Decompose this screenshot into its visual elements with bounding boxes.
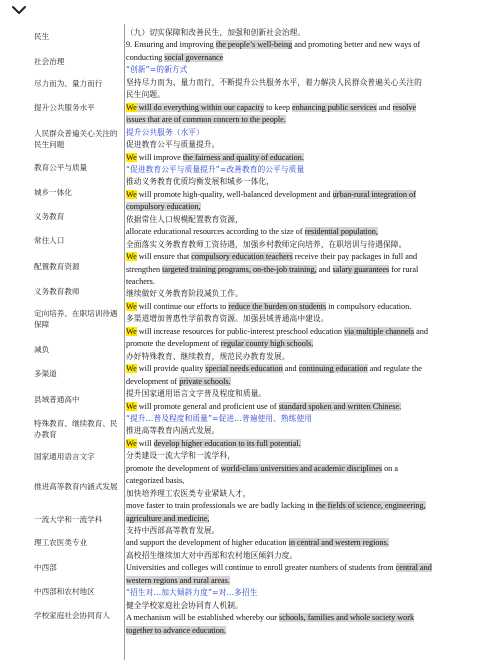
text-line bbox=[126, 301, 462, 312]
text-line bbox=[126, 226, 462, 237]
glossary-term: 国家通用语言文字 bbox=[34, 452, 95, 461]
text-line bbox=[126, 139, 462, 150]
glossary-term: 配置教育资源 bbox=[34, 262, 80, 271]
glossary-term: 学校家庭社会协同育人 bbox=[34, 611, 110, 620]
gray-highlight: reduce the burden on students bbox=[228, 301, 327, 311]
text-run: 加快培养理工农医类专业紧缺人才， bbox=[126, 488, 251, 498]
gray-highlight: targeted training programs, on-the-job training, bbox=[162, 264, 317, 274]
text-line bbox=[126, 214, 462, 225]
glossary-term: 推进高等教育内涵式发展 bbox=[34, 482, 118, 491]
text-line bbox=[126, 488, 462, 499]
text-run: 分类建设一流大学和一流学科， bbox=[126, 451, 236, 461]
text-run: “促进教育公平与质量提升”=改善教育的公平与质量 bbox=[126, 164, 305, 174]
glossary-term: 义务教育教师 bbox=[34, 287, 80, 296]
yellow-highlight: We bbox=[126, 438, 137, 448]
text-run: 9. Ensuring and improving bbox=[126, 40, 216, 50]
text-run: and promoting better and new ways of bbox=[292, 40, 421, 50]
text-run: “创新”=的新方式 bbox=[126, 65, 188, 75]
gray-highlight: special needs education bbox=[205, 364, 283, 374]
yellow-highlight: We bbox=[126, 102, 137, 112]
gray-highlight: enhancing public services bbox=[292, 102, 377, 112]
text-line bbox=[126, 575, 462, 586]
text-line bbox=[126, 239, 462, 250]
glossary-term: 一流大学和一流学科 bbox=[34, 515, 103, 524]
text-line bbox=[126, 513, 462, 524]
yellow-highlight: We bbox=[126, 326, 137, 336]
gray-highlight: standard spoken and written Chinese. bbox=[278, 401, 402, 411]
yellow-highlight: We bbox=[126, 152, 137, 162]
glossary-term: 减负 bbox=[34, 345, 50, 354]
text-run: and support the development of higher education bbox=[126, 538, 289, 548]
gray-highlight: via multiple channels bbox=[344, 326, 415, 336]
text-line bbox=[126, 525, 462, 536]
glossary-term: 中西部 bbox=[34, 563, 57, 572]
text-run: receive their pay packages in full and bbox=[292, 252, 418, 262]
text-run: 民生问题。 bbox=[126, 90, 165, 100]
glossary-term: 特殊教育、继续教育、民办教育 bbox=[34, 419, 118, 439]
text-line bbox=[126, 413, 462, 424]
text-run: for rural bbox=[389, 264, 419, 274]
text-run: categorized basis, bbox=[126, 476, 185, 486]
gray-highlight: western regions and rural areas. bbox=[126, 575, 230, 585]
text-run: will increase resources for public-interest preschool education bbox=[136, 326, 345, 336]
text-run: allocate educational resources according to the size of bbox=[126, 227, 305, 237]
glossary-term: 尽力而为、量力而行 bbox=[34, 79, 103, 88]
gray-highlight: schools, families and whole society work bbox=[279, 613, 415, 623]
text-line bbox=[126, 537, 462, 548]
glossary-term: 常住人口 bbox=[34, 236, 65, 245]
yellow-highlight: We bbox=[126, 401, 137, 411]
text-run: 办好特殊教育、继续教育，规范民办教育发展。 bbox=[126, 351, 290, 361]
glossary-term: 民生 bbox=[34, 32, 50, 41]
column-divider bbox=[124, 24, 125, 660]
glossary-term: 县域普通高中 bbox=[34, 395, 80, 404]
gray-highlight: continuing education bbox=[298, 364, 368, 374]
text-run: 推进高等教育内涵式发展。 bbox=[126, 426, 220, 436]
text-run: will bbox=[136, 438, 154, 448]
text-run: 依据常住人口规模配置教育资源， bbox=[126, 214, 243, 224]
glossary-term: 定向培养、在职培训待遇保障 bbox=[34, 309, 118, 329]
text-line bbox=[126, 176, 462, 187]
text-line bbox=[126, 351, 462, 362]
text-line bbox=[126, 201, 462, 212]
text-line bbox=[126, 376, 462, 387]
text-line bbox=[126, 152, 462, 163]
text-line bbox=[126, 251, 462, 262]
text-line bbox=[126, 450, 462, 461]
text-run: in compulsory education. bbox=[326, 301, 412, 311]
text-run: and bbox=[414, 326, 428, 336]
gray-highlight: salary guarantees bbox=[332, 264, 390, 274]
text-run: 健全学校家庭社会协同育人机制。 bbox=[126, 600, 243, 610]
text-run: 坚持尽力而为、量力而行，不断提升公共服务水平，着力解决人民群众普遍关心关注的 bbox=[126, 77, 422, 87]
text-run: 全面落实义务教育教师工资待遇，加强乡村教师定向培养、在职培训与待遇保障。 bbox=[126, 239, 407, 249]
text-line bbox=[126, 77, 462, 88]
text-line bbox=[126, 562, 462, 573]
text-line bbox=[126, 127, 462, 138]
gray-highlight: resolve bbox=[392, 102, 417, 112]
text-line bbox=[126, 438, 462, 449]
text-line bbox=[126, 264, 462, 275]
text-line bbox=[126, 388, 462, 399]
chevron-down-icon[interactable] bbox=[9, 3, 29, 17]
text-line bbox=[126, 401, 462, 412]
gray-highlight: agriculture and medicine, bbox=[126, 513, 210, 523]
text-line bbox=[126, 363, 462, 374]
text-line bbox=[126, 587, 462, 598]
yellow-highlight: We bbox=[126, 189, 137, 199]
text-line bbox=[126, 114, 462, 125]
text-run: on a bbox=[382, 463, 398, 473]
glossary-term: 理工农医类专业 bbox=[34, 538, 88, 547]
text-run: will promote general and proficient use of bbox=[136, 401, 279, 411]
text-line bbox=[126, 475, 462, 486]
gray-highlight: the fields of science, engineering, bbox=[315, 501, 426, 511]
text-run: and regulate the bbox=[367, 364, 422, 374]
text-run: will ensure that bbox=[136, 252, 192, 262]
yellow-highlight: We bbox=[126, 301, 137, 311]
text-line bbox=[126, 89, 462, 100]
yellow-highlight: We bbox=[126, 364, 137, 374]
text-run: promote the development of bbox=[126, 339, 221, 349]
text-line bbox=[126, 27, 462, 38]
text-run: will promote high-quality, well-balanced development and bbox=[136, 189, 333, 199]
text-line bbox=[126, 600, 462, 611]
text-line bbox=[126, 189, 462, 200]
text-run: 高校招生继续加大对中西部和农村地区倾斜力度。 bbox=[126, 550, 298, 560]
text-line bbox=[126, 550, 462, 561]
text-line bbox=[126, 52, 462, 63]
text-run: 推动义务教育优质均衡发展和城乡一体化， bbox=[126, 177, 274, 187]
glossary-term: 义务教育 bbox=[34, 212, 65, 221]
gray-highlight: will do everything within our capacity bbox=[136, 102, 265, 112]
text-run: promote the development of bbox=[126, 463, 221, 473]
text-line bbox=[126, 338, 462, 349]
text-run: development of bbox=[126, 376, 180, 386]
text-line bbox=[126, 425, 462, 436]
gray-highlight: compulsory education, bbox=[126, 202, 201, 212]
text-run: teachers. bbox=[126, 277, 155, 286]
text-run: “招生对…加大倾斜力度”=对…多招生 bbox=[126, 588, 258, 598]
text-line bbox=[126, 625, 462, 636]
gray-highlight: social governance bbox=[164, 52, 224, 62]
text-run: “提升…普及程度和质量”=促进…普遍使用、熟练使用 bbox=[126, 413, 313, 423]
text-run: 促进教育公平与质量提升。 bbox=[126, 140, 220, 150]
text-run: to keep bbox=[264, 102, 293, 112]
glossary-term: 中西部和农村地区 bbox=[34, 587, 95, 596]
glossary-term: 教育公平与质量 bbox=[34, 163, 88, 172]
text-line bbox=[126, 288, 462, 299]
text-line bbox=[126, 276, 462, 287]
text-line bbox=[126, 102, 462, 113]
glossary-term: 多渠道 bbox=[34, 369, 57, 378]
text-run: （九）切实保障和改善民生，加强和创新社会治理。 bbox=[126, 28, 306, 37]
text-line bbox=[126, 612, 462, 623]
gray-highlight: residential population, bbox=[304, 227, 378, 237]
glossary-term: 提升公共服务水平 bbox=[34, 103, 95, 112]
text-run: 支持中西部高等教育发展。 bbox=[126, 526, 220, 535]
text-run: and bbox=[376, 102, 393, 112]
text-line bbox=[126, 500, 462, 511]
glossary-term: 人民群众普遍关心关注的民生问题 bbox=[34, 129, 118, 149]
glossary-term: 社会治理 bbox=[34, 57, 65, 66]
text-run: Universities and colleges will continue to enroll greater numbers of students from bbox=[126, 563, 396, 573]
gray-highlight: develop higher education to its full potential. bbox=[153, 438, 301, 448]
gray-highlight: urban-rural integration of bbox=[332, 189, 416, 199]
text-run: 继续做好义务教育阶段减负工作。 bbox=[126, 289, 243, 299]
gray-highlight: private schools. bbox=[179, 376, 231, 386]
text-run: will improve bbox=[136, 152, 183, 162]
text-run: 多渠道增加普惠性学前教育资源。加强县域普通高中建设。 bbox=[126, 314, 329, 324]
text-run: A mechanism will be established whereby our bbox=[126, 613, 280, 623]
gray-highlight: the people’s well-being bbox=[215, 40, 293, 50]
text-run: 提升国家通用语言文字普及程度和质量。 bbox=[126, 389, 267, 399]
text-line bbox=[126, 313, 462, 324]
text-run: move faster to train professionals we are badly lacking in bbox=[126, 501, 316, 511]
text-run: 提升公共服务（水平） bbox=[126, 127, 204, 137]
yellow-highlight: We bbox=[126, 252, 137, 262]
text-run: will provide quality bbox=[136, 364, 206, 374]
text-run: will continue our efforts to bbox=[136, 301, 229, 311]
gray-highlight: regular county high schools. bbox=[220, 339, 314, 349]
text-run: and bbox=[282, 364, 299, 374]
gray-highlight: issues that are of common concern to the people. bbox=[126, 115, 286, 125]
text-line bbox=[126, 164, 462, 175]
text-run: conducting bbox=[126, 52, 165, 62]
text-line bbox=[126, 463, 462, 474]
gray-highlight: together to advance education. bbox=[126, 625, 227, 635]
gray-highlight: compulsory education teachers bbox=[191, 252, 293, 262]
text-line bbox=[126, 39, 462, 50]
glossary-term: 城乡一体化 bbox=[34, 188, 72, 197]
text-line bbox=[126, 64, 462, 75]
gray-highlight: central and bbox=[395, 563, 432, 573]
gray-highlight: world-class universities and academic disciplines bbox=[220, 463, 383, 473]
gray-highlight: in central and western regions. bbox=[288, 538, 389, 548]
text-run: strengthen bbox=[126, 264, 163, 274]
text-run: and bbox=[316, 264, 333, 274]
gray-highlight: the fairness and quality of education. bbox=[182, 152, 304, 162]
text-line bbox=[126, 326, 462, 337]
